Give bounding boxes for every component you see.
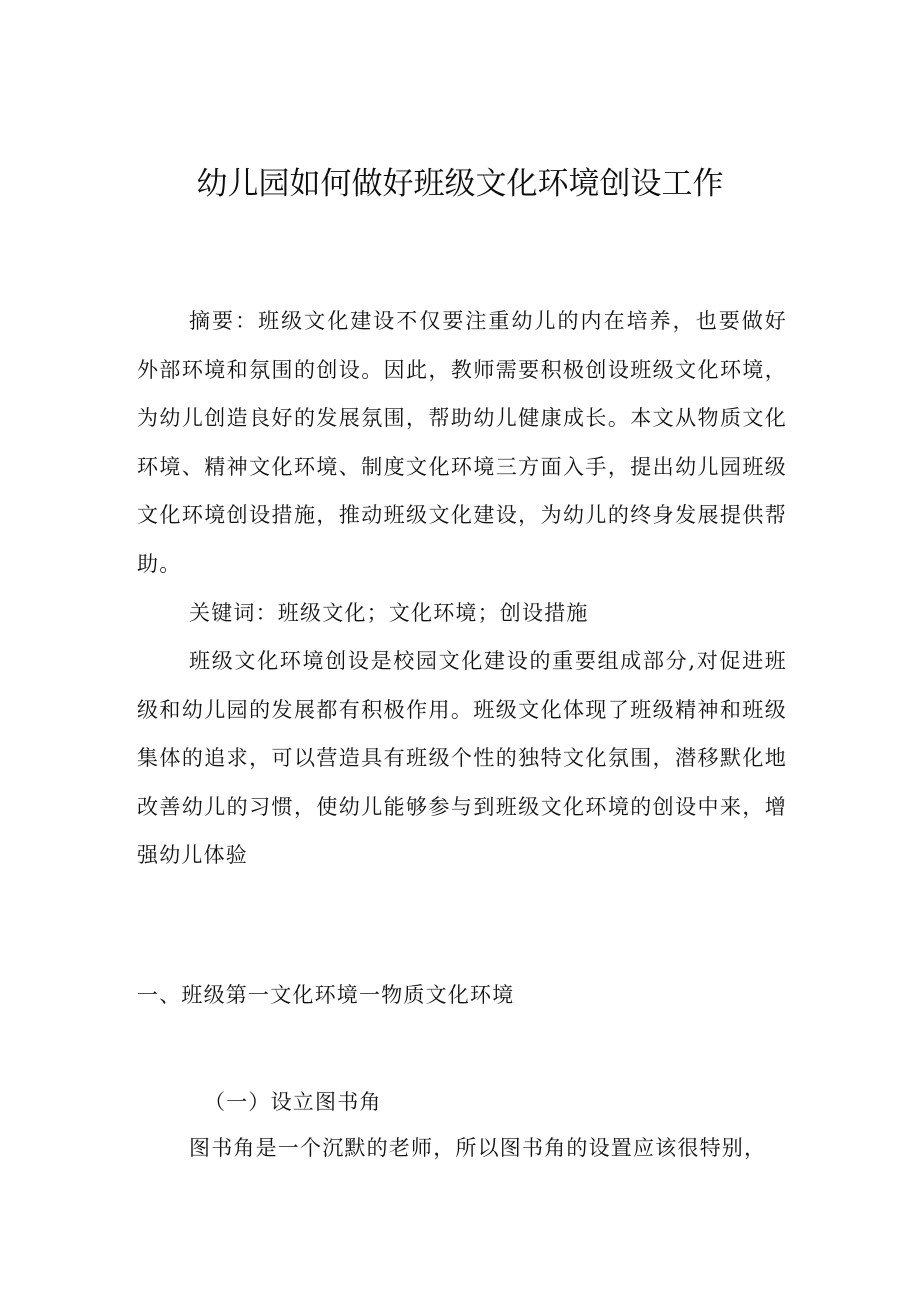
subsection-paragraph: 图书角是一个沉默的老师，所以图书角的设置应该很特别，	[189, 1136, 767, 1160]
intro-paragraph: 班级文化环境创设是校园文化建设的重要组成部分,对促进班级和幼儿园的发展都有积极作用。班级文化体现了班级精神和班级集体的追求，可以营造具有班级个性的独特文化氛围，潜移默化地改善幼儿的习惯，使幼儿能够参与到班级文化环境的创设中来，增强幼儿体验	[137, 649, 787, 867]
keywords-paragraph: 关键词：班级文化；文化环境；创设措施	[189, 601, 589, 625]
subsection-heading: （一）设立图书角	[204, 1090, 382, 1114]
document-title: 幼儿园如何做好班级文化环境创设工作	[196, 166, 724, 202]
abstract-paragraph: 摘要：班级文化建设不仅要注重幼儿的内在培养，也要做好外部环境和氛围的创设。因此，教师需要积极创设班级文化环境，为幼儿创造良好的发展氛围，帮助幼儿健康成长。本文从物质文化环境、精神文化环境、制度文化环境三方面入手，提出幼儿园班级文化环境创设措施，推动班级文化建设，为幼儿的终身发展提供帮助。	[137, 309, 787, 576]
section-heading: 一、班级第一文化环境一物质文化环境	[137, 983, 515, 1007]
